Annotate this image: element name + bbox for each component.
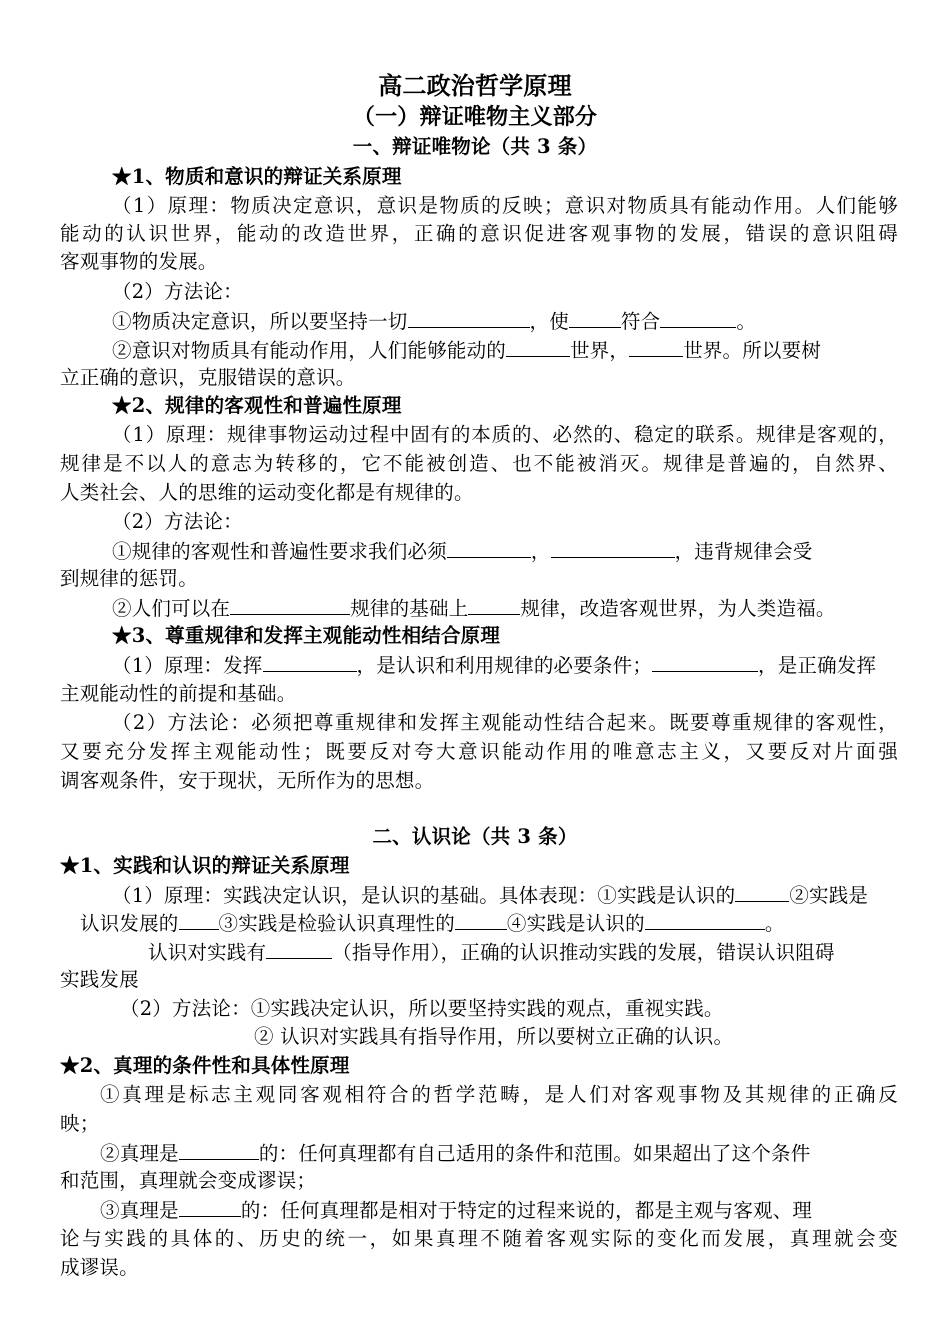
text: 。	[764, 912, 785, 935]
fill-blank[interactable]	[230, 594, 350, 615]
principle-2-1-heading: ★1、实践和认识的辩证关系原理	[60, 854, 350, 877]
method-line: 到规律的惩罚。	[60, 567, 198, 590]
principle-2-2-text: 成谬误。	[60, 1256, 139, 1279]
fill-blank[interactable]	[551, 537, 675, 558]
principle-1-1-text: 客观事物的发展。	[60, 250, 218, 273]
text: （1）原理：发挥	[112, 654, 263, 677]
page-subtitle: （一）辩证唯物主义部分	[352, 104, 598, 130]
method-line: （2）方法论：①实践决定认识，所以要坚持实践的观点，重视实践。	[120, 997, 724, 1020]
text: 认识发展的	[80, 912, 179, 935]
text: ②真理是	[100, 1142, 179, 1165]
fill-blank[interactable]	[735, 881, 789, 902]
section-2-heading: 二、认识论（共 3 条）	[372, 825, 578, 848]
text: 的：任何真理都是相对于特定的过程来说的，都是主观与客观、理	[240, 1199, 813, 1222]
principle-2-2-text: 映；	[60, 1112, 100, 1135]
text: 世界。所以要树	[683, 339, 822, 362]
principle-1-2-heading: ★2、规律的客观性和普遍性原理	[112, 394, 402, 417]
text: ③真理是	[100, 1199, 179, 1222]
principle-1-1-heading: ★1、物质和意识的辩证关系原理	[112, 165, 402, 188]
text: ①规律的客观性和普遍性要求我们必须	[112, 540, 447, 563]
text: （1）原理：实践决定认识，是认识的基础。具体表现：①实践是认识的	[112, 884, 736, 907]
method-label: （2）方法论：	[112, 510, 243, 533]
text: ，	[530, 540, 551, 563]
principle-2-2-text: 论与实践的具体的、历史的统一，如果真理不随着客观实际的变化而发展，真理就会变	[60, 1227, 898, 1250]
text: 。	[736, 310, 757, 333]
text: 规律，改造客观世界，为人类造福。	[520, 597, 836, 620]
fill-blank[interactable]	[468, 594, 520, 615]
principle-1-3-text: 调客观条件，安于现状，无所作为的思想。	[60, 769, 435, 792]
text: ①物质决定意识，所以要坚持一切	[112, 310, 408, 333]
text: （指导作用），正确的认识推动实践的发展，错误认识阻碍	[332, 941, 835, 964]
method-label: （2）方法论：	[112, 280, 243, 303]
method-line	[112, 336, 898, 365]
text: ②意识对物质具有能动作用，人们能够能动的	[112, 339, 507, 362]
fill-blank[interactable]	[447, 537, 531, 558]
page-title: 高二政治哲学原理	[378, 71, 572, 100]
text: ②人们可以在	[112, 597, 231, 620]
fill-blank[interactable]	[506, 336, 570, 357]
text: 规律的基础上	[350, 597, 469, 620]
text: ④实践是认识的	[506, 912, 645, 935]
principle-1-3-text	[112, 651, 898, 680]
fill-blank[interactable]	[569, 307, 621, 328]
fill-blank[interactable]	[455, 909, 507, 930]
text: ，使	[529, 310, 569, 333]
fill-blank[interactable]	[652, 651, 758, 672]
fill-blank[interactable]	[179, 909, 219, 930]
principle-2-2-text	[100, 1139, 898, 1168]
principle-2-1-text: 实践发展	[60, 968, 139, 991]
text: 认识对实践有	[148, 941, 267, 964]
fill-blank[interactable]	[179, 1139, 259, 1160]
principle-2-2-text: ①真理是标志主观同客观相符合的哲学范畴，是人们对客观事物及其规律的正确反	[100, 1083, 898, 1106]
principle-1-1-text: （1）原理：物质决定意识，意识是物质的反映；意识对物质具有能动作用。人们能够	[112, 194, 898, 217]
principle-2-1-text	[112, 881, 898, 910]
principle-2-1-text	[80, 909, 898, 938]
text: 的：任何真理都有自己适用的条件和范围。如果超出了这个条件	[258, 1142, 811, 1165]
fill-blank[interactable]	[266, 938, 332, 959]
method-line	[112, 594, 898, 623]
fill-blank[interactable]	[660, 307, 736, 328]
principle-2-2-text: 和范围，真理就会变成谬误；	[60, 1169, 317, 1192]
text: ，是认识和利用规律的必要条件；	[356, 654, 653, 677]
fill-blank[interactable]	[645, 909, 765, 930]
principle-2-1-text	[148, 938, 898, 967]
principle-1-2-text: 人类社会、人的思维的运动变化都是有规律的。	[60, 481, 474, 504]
method-line	[112, 307, 898, 336]
principle-1-3-text: 主观能动性的前提和基础。	[60, 682, 297, 705]
text: ②实践是	[789, 884, 869, 907]
fill-blank[interactable]	[629, 336, 683, 357]
principle-1-3-text: （2）方法论：必须把尊重规律和发挥主观能动性结合起来。既要尊重规律的客观性，	[112, 711, 898, 734]
text: 世界，	[570, 339, 630, 362]
method-line	[112, 537, 898, 566]
principle-2-2-heading: ★2、真理的条件性和具体性原理	[60, 1054, 350, 1077]
method-line: ② 认识对实践具有指导作用，所以要树立正确的认识。	[254, 1025, 734, 1048]
principle-1-3-heading: ★3、尊重规律和发挥主观能动性相结合原理	[112, 624, 501, 647]
principle-1-2-text: （1）原理：规律事物运动过程中固有的本质的、必然的、稳定的联系。规律是客观的，	[112, 423, 898, 446]
text: 符合	[620, 310, 661, 333]
text: ，违背规律会受	[674, 540, 813, 563]
fill-blank[interactable]	[408, 307, 530, 328]
principle-2-2-text	[100, 1196, 898, 1225]
fill-blank[interactable]	[179, 1196, 241, 1217]
text: ③实践是检验认识真理性的	[218, 912, 455, 935]
method-line: 立正确的意识，克服错误的意识。	[60, 366, 356, 389]
principle-1-2-text: 规律是不以人的意志为转移的，它不能被创造、也不能被消灭。规律是普遍的，自然界、	[60, 452, 898, 475]
principle-1-1-text: 能动的认识世界，能动的改造世界，正确的意识促进客观事物的发展，错误的意识阻碍	[60, 222, 898, 245]
principle-1-3-text: 又要充分发挥主观能动性；既要反对夸大意识能动作用的唯意志主义，又要反对片面强	[60, 740, 898, 763]
fill-blank[interactable]	[263, 651, 357, 672]
section-1-heading: 一、辩证唯物论（共 3 条）	[352, 135, 598, 158]
text: ，是正确发挥	[758, 654, 877, 677]
